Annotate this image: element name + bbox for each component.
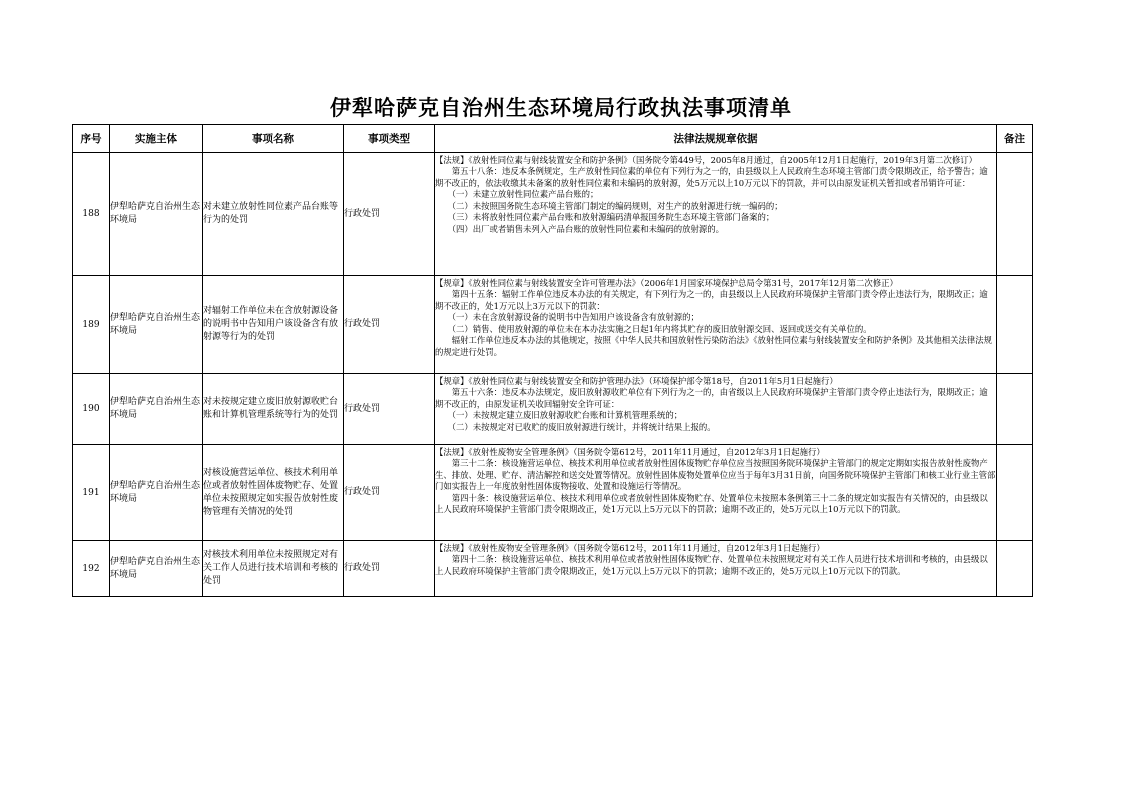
- basis-line: 第五十八条：违反本条例规定，生产放射性同位素的单位有下列行为之一的，由县级以上人民政府生态环境主管部门责令限期改正，给予警告；逾期不改正的，依法收缴其未备案的放射性同位素和未编码的放射源，处5万元以上10万元以下的罚款，并可以由原发证机关暂扣或者吊销许可证：: [435, 166, 988, 188]
- basis-line: （一）未建立放射性同位素产品台账的；: [447, 189, 599, 200]
- row-entity: 伊犁哈萨克自治州生态环境局: [110, 541, 203, 597]
- basis-line: 第四十条：核设施营运单位、核技术利用单位或者放射性固体废物贮存、处置单位未按照本条例第三十二条的规定如实报告有关情况的，由县级以上人民政府环境保护主管部门责令限期改正，处1万元以上5万元以下的罚款；逾期不改正的，处5万元以上10万元以下的罚款。: [435, 492, 988, 515]
- basis-line: 【法规】《放射性废物安全管理条例》（国务院令第612号，2011年11月通过，自2012年3月1日起施行）: [435, 446, 825, 457]
- basis-line: （二）销售、使用放射源的单位未在本办法实施之日起1年内将其贮存的废旧放射源交回、返回或送交有关单位的。: [447, 323, 872, 334]
- row-seq: 188: [73, 153, 110, 276]
- row-item: 对未按规定建立废旧放射源收贮台账和计算机管理系统等行为的处罚: [203, 374, 344, 445]
- row-item: 对核技术利用单位未按照规定对有关工作人员进行技术培训和考核的处罚: [203, 541, 344, 597]
- row-remark: [997, 276, 1033, 374]
- row-type: 行政处罚: [344, 276, 435, 374]
- basis-line: 第五十六条：违反本办法规定，废旧放射源收贮单位有下列行为之一的，由省级以上人民政府环境保护主管部门责令停止违法行为，限期改正；逾期不改正的，由原发证机关收回辐射安全许可证：: [435, 387, 988, 409]
- basis-line: 【法规】《放射性废物安全管理条例》（国务院令第612号，2011年11月通过，自2012年3月1日起施行）: [435, 542, 825, 553]
- row-seq: 192: [73, 541, 110, 597]
- table-row: [73, 153, 1033, 276]
- row-entity: 伊犁哈萨克自治州生态环境局: [110, 374, 203, 445]
- row-legal-basis: [435, 374, 997, 445]
- col-header-basis: 法律法规规章依据: [435, 125, 997, 153]
- row-item: 对辐射工作单位未在含放射源设备的说明书中告知用户该设备含有放射源等行为的处罚: [203, 276, 344, 374]
- basis-line: （四）出厂或者销售未列入产品台账的放射性同位素和未编码的放射源的。: [447, 224, 724, 235]
- table-row: [73, 374, 1033, 445]
- table-row: [73, 445, 1033, 541]
- row-entity: 伊犁哈萨克自治州生态环境局: [110, 276, 203, 374]
- basis-line: 第三十二条：核设施营运单位、核技术利用单位或者放射性固体废物贮存单位应当按照国务院环境保护主管部门的规定定期如实报告放射性废物产生、排放、处理、贮存、清洁解控和送交处置等情况。放射性固体废物处置单位应当于每年3月31日前，向国务院环境保护主管部门和核工业行业主管部门如实报告上一年度放射性固体废物接收、处置和设施运行等情况。: [435, 458, 996, 492]
- enforcement-table: [72, 124, 1033, 597]
- row-entity: 伊犁哈萨克自治州生态环境局: [110, 445, 203, 541]
- row-type: 行政处罚: [344, 445, 435, 541]
- page-title: 伊犁哈萨克自治州生态环境局行政执法事项清单: [330, 95, 792, 120]
- basis-line: 【法规】《放射性同位素与射线装置安全和防护条例》（国务院令第449号，2005年8月通过，自2005年12月1日起施行，2019年3月第二次修订）: [435, 154, 978, 165]
- row-remark: [997, 541, 1033, 597]
- row-seq: 191: [73, 445, 110, 541]
- basis-line: 第四十五条：辐射工作单位违反本办法的有关规定，有下列行为之一的，由县级以上人民政府环境保护主管部门责令停止违法行为，限期改正；逾期不改正的，处1万元以上3万元以下的罚款：: [435, 289, 988, 311]
- row-legal-basis: [435, 541, 997, 597]
- basis-line: 辐射工作单位违反本办法的其他规定，按照《中华人民共和国放射性污染防治法》《放射性同位素与射线装置安全和防护条例》及其他相关法律法规的规定进行处罚。: [435, 335, 992, 358]
- row-remark: [997, 374, 1033, 445]
- basis-line: 【规章】《放射性同位素与射线装置安全许可管理办法》（2006年1月国家环境保护总局令第31号，2017年12月第二次修正）: [435, 277, 898, 288]
- row-type: 行政处罚: [344, 374, 435, 445]
- col-header-type: 事项类型: [344, 125, 435, 153]
- basis-line: 第四十二条：核设施营运单位、核技术利用单位或者放射性固体废物贮存、处置单位未按照规定对有关工作人员进行技术培训和考核的，由县级以上人民政府环境保护主管部门责令限期改正，处1万元以上5万元以下的罚款；逾期不改正的，处5万元以上10万元以下的罚款。: [435, 554, 988, 576]
- row-remark: [997, 153, 1033, 276]
- row-type: 行政处罚: [344, 153, 435, 276]
- row-item: 对未建立放射性同位素产品台账等行为的处罚: [203, 153, 344, 276]
- table-header-row: [73, 125, 1033, 153]
- basis-line: （二）未按照国务院生态环境主管部门制定的编码规则，对生产的放射源进行统一编码的；: [447, 200, 783, 211]
- basis-line: （二）未按规定对已收贮的废旧放射源进行统计，并将统计结果上报的。: [447, 421, 716, 432]
- basis-line: （一）未按规定建立废旧放射源收贮台账和计算机管理系统的；: [447, 410, 683, 421]
- row-legal-basis: [435, 153, 997, 276]
- table-row: [73, 541, 1033, 597]
- row-remark: [997, 445, 1033, 541]
- col-header-item: 事项名称: [203, 125, 344, 153]
- col-header-entity: 实施主体: [110, 125, 203, 153]
- row-entity: 伊犁哈萨克自治州生态环境局: [110, 153, 203, 276]
- row-seq: 189: [73, 276, 110, 374]
- row-legal-basis: [435, 276, 997, 374]
- col-header-remark: 备注: [997, 125, 1033, 153]
- basis-line: （一）未在含放射源设备的说明书中告知用户该设备含有放射源的；: [447, 312, 699, 323]
- row-seq: 190: [73, 374, 110, 445]
- col-header-seq: 序号: [73, 125, 110, 153]
- row-legal-basis: [435, 445, 997, 541]
- row-type: 行政处罚: [344, 541, 435, 597]
- table-row: [73, 276, 1033, 374]
- basis-line: 【规章】《放射性同位素与射线装置安全和防护管理办法》（环境保护部令第18号，自2011年5月1日起施行）: [435, 375, 838, 386]
- row-item: 对核设施营运单位、核技术利用单位或者放射性固体废物贮存、处置单位未按照规定如实报告放射性废物管理有关情况的处罚: [203, 445, 344, 541]
- basis-line: （三）未将放射性同位素产品台账和放射源编码清单报国务院生态环境主管部门备案的；: [447, 212, 775, 223]
